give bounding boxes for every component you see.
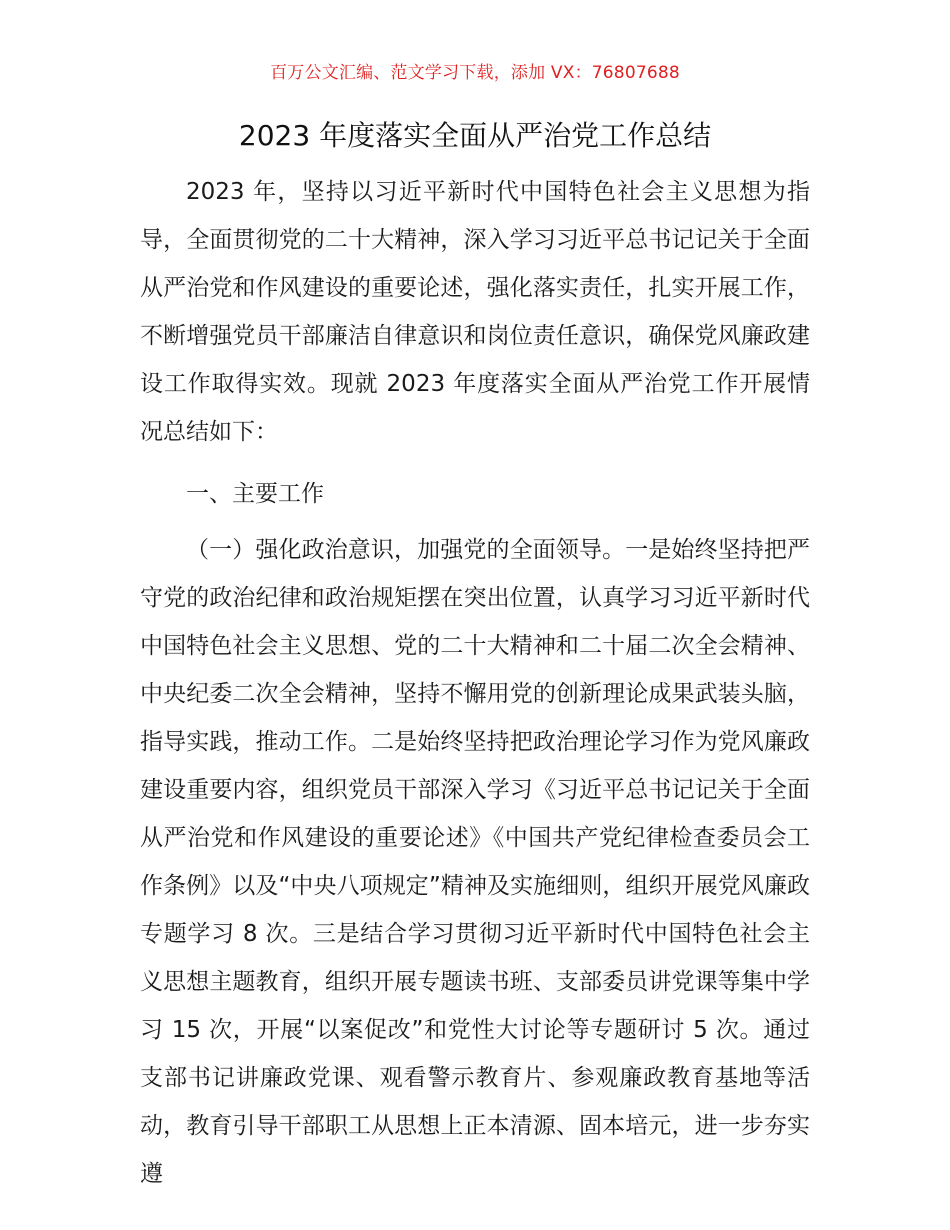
header-watermark-note: 百万公文汇编、范文学习下载，添加 VX：76807688 [270,63,680,83]
item-paragraph-political-awareness: （一）强化政治意识，加强党的全面领导。一是始终坚持把严守党的政治纪律和政治规矩摆在突出位置，认真学习习近平新时代中国特色社会主义思想、党的二十大精神和二十届二次全会精神、中央纪委二次全会精神，坚持不懈用党的创新理论成果武装头脑，指导实践，推动工作。二是始终坚持把政治理论学习作为党风廉政建设重要内容，组织党员干部深入学习《习近平总书记记关于全面从严治党和作风建设的重要论述》《中国共产党纪律检查委员会工作条例》以及“中央八项规定”精神及实施细则，组织开展党风廉政专题学习 8 次。三是结合学习贯彻习近平新时代中国特色社会主义思想主题教育，组织开展专题读书班、支部委员讲党课等集中学习 15 次，开展“以案促改”和党性大讨论等专题研讨 5 次。通过支部书记讲廉政党课、观看警示教育片、参观廉政教育基地等活动，教育引导干部职工从思想上正本清源、固本培元，进一步夯实遵 [140,537,810,1187]
document-body [140,168,810,1198]
intro-paragraph: 2023 年，坚持以习近平新时代中国特色社会主义思想为指导，全面贯彻党的二十大精神，深入学习习近平总书记记关于全面从严治党和作风建设的重要论述，强化落实责任，扎实开展工作，不断增强党员干部廉洁自律意识和岗位责任意识，确保党风廉政建设工作取得实效。现就 2023 年度落实全面从严治党工作开展情况总结如下： [140,179,810,445]
section-heading-main-work: 一、主要工作 [186,481,324,507]
document-title: 2023 年度落实全面从严治党工作总结 [238,119,712,152]
